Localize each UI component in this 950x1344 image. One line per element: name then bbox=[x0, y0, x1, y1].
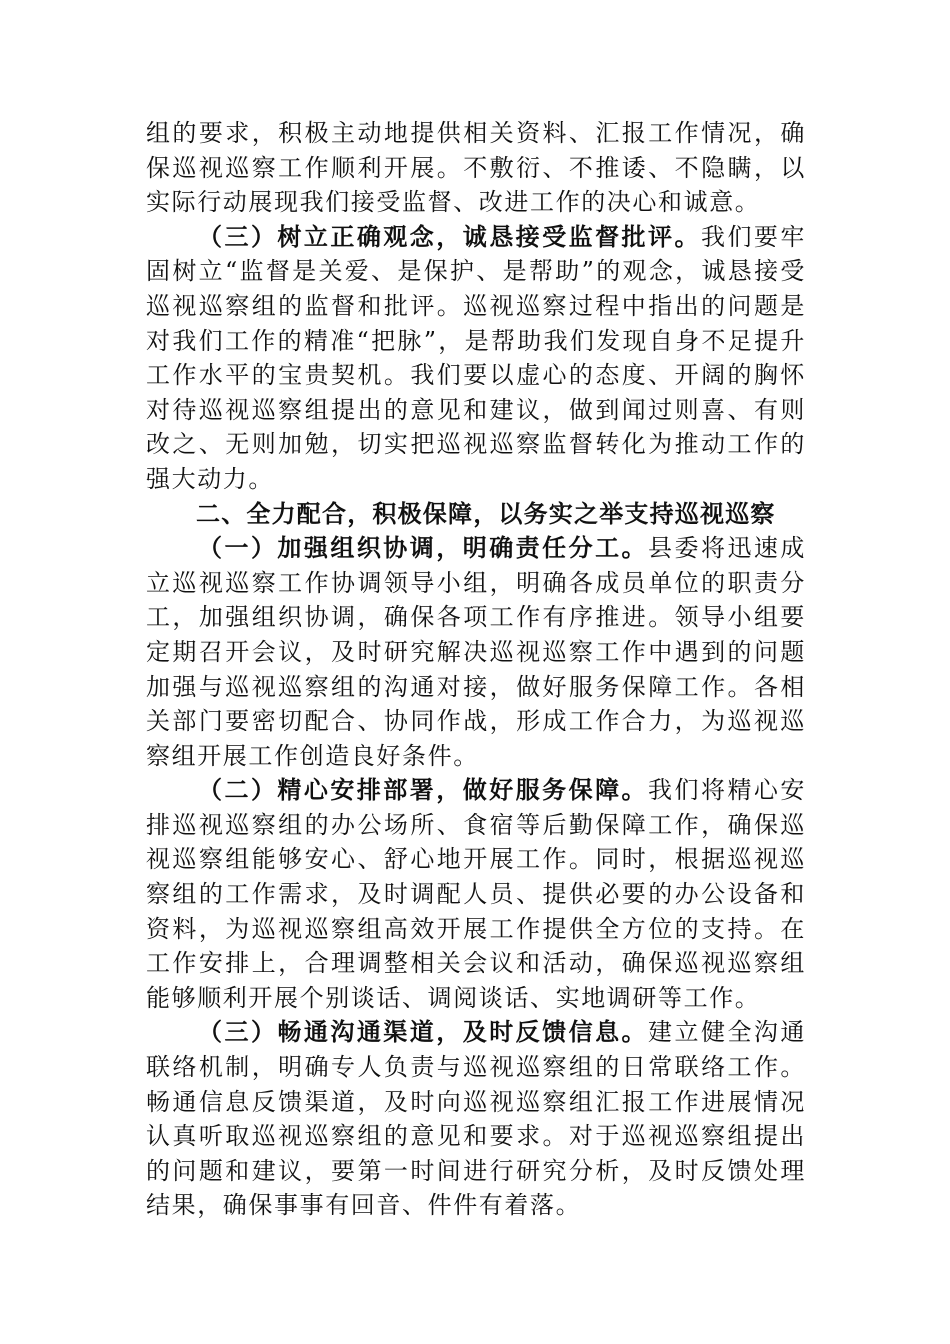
paragraph-two-service-guarantee bbox=[146, 773, 806, 1015]
paragraph-one-coordination bbox=[146, 531, 806, 773]
paragraph-lead-text: （三）畅通沟通渠道，及时反馈信息。 bbox=[198, 1018, 649, 1047]
paragraph-three-communication bbox=[146, 1015, 806, 1223]
paragraph-body-text: 我们将精心安排巡视巡察组的办公场所、食宿等后勤保障工作，确保巡视巡察组能够安心、舒心地开展工作。同时，根据巡视巡察组的工作需求，及时调配人员、提供必要的办公设备和资料，为巡视巡察组高效开展工作提供全方位的支持。在工作安排上，合理调整相关会议和活动，确保巡视巡察组能够顺利开展个别谈话、调阅谈话、实地调研等工作。 bbox=[146, 776, 806, 1012]
paragraph-lead-text: （三）树立正确观念，诚恳接受监督批评。 bbox=[198, 222, 701, 251]
paragraph-body-text: 建立健全沟通联络机制，明确专人负责与巡视巡察组的日常联络工作。畅通信息反馈渠道，及时向巡视巡察组汇报工作进展情况认真听取巡视巡察组的意见和要求。对于巡视巡察组提出的问题和建议，要第一时间进行研究分析，及时反馈处理结果，确保事事有回音、件件有着落。 bbox=[146, 1018, 806, 1220]
paragraph-lead-text: （一）加强组织协调，明确责任分工。 bbox=[198, 534, 649, 563]
paragraph-lead-text: （二）精心安排部署，做好服务保障。 bbox=[198, 776, 649, 805]
paragraph-three-accept-supervision bbox=[146, 220, 806, 497]
paragraph-body-text: 县委将迅速成立巡视巡察工作协调领导小组，明确各成员单位的职责分工，加强组织协调，确保各项工作有序推进。领导小组要定期召开会议，及时研究解决巡视巡察工作中遇到的问题加强与巡视巡察组的沟通对接，做好服务保障工作。各相关部门要密切配合、协同作战，形成工作合力，为巡视巡察组开展工作创造良好条件。 bbox=[146, 534, 806, 770]
document-body bbox=[146, 116, 806, 1223]
paragraph-body-text: 我们要牢固树立“监督是关爱、是保护、是帮助”的观念，诚恳接受巡视巡察组的监督和批评。巡视巡察过程中指出的问题是对我们工作的精准“把脉”，是帮助我们发现自身不足提升工作水平的宝贵契机。我们要以虚心的态度、开阔的胸怀对待巡视巡察组提出的意见和建议，做到闻过则喜、有则改之、无则加勉，切实把巡视巡察监督转化为推动工作的强大动力。 bbox=[146, 222, 807, 493]
paragraph-continuation: 组的要求，积极主动地提供相关资料、汇报工作情况，确保巡视巡察工作顺利开展。不敷衍、不推诿、不隐瞒，以实际行动展现我们接受监督、改进工作的决心和诚意。 bbox=[146, 119, 806, 217]
section-heading-two: 二、全力配合，积极保障，以务实之举支持巡视巡察 bbox=[196, 499, 776, 528]
